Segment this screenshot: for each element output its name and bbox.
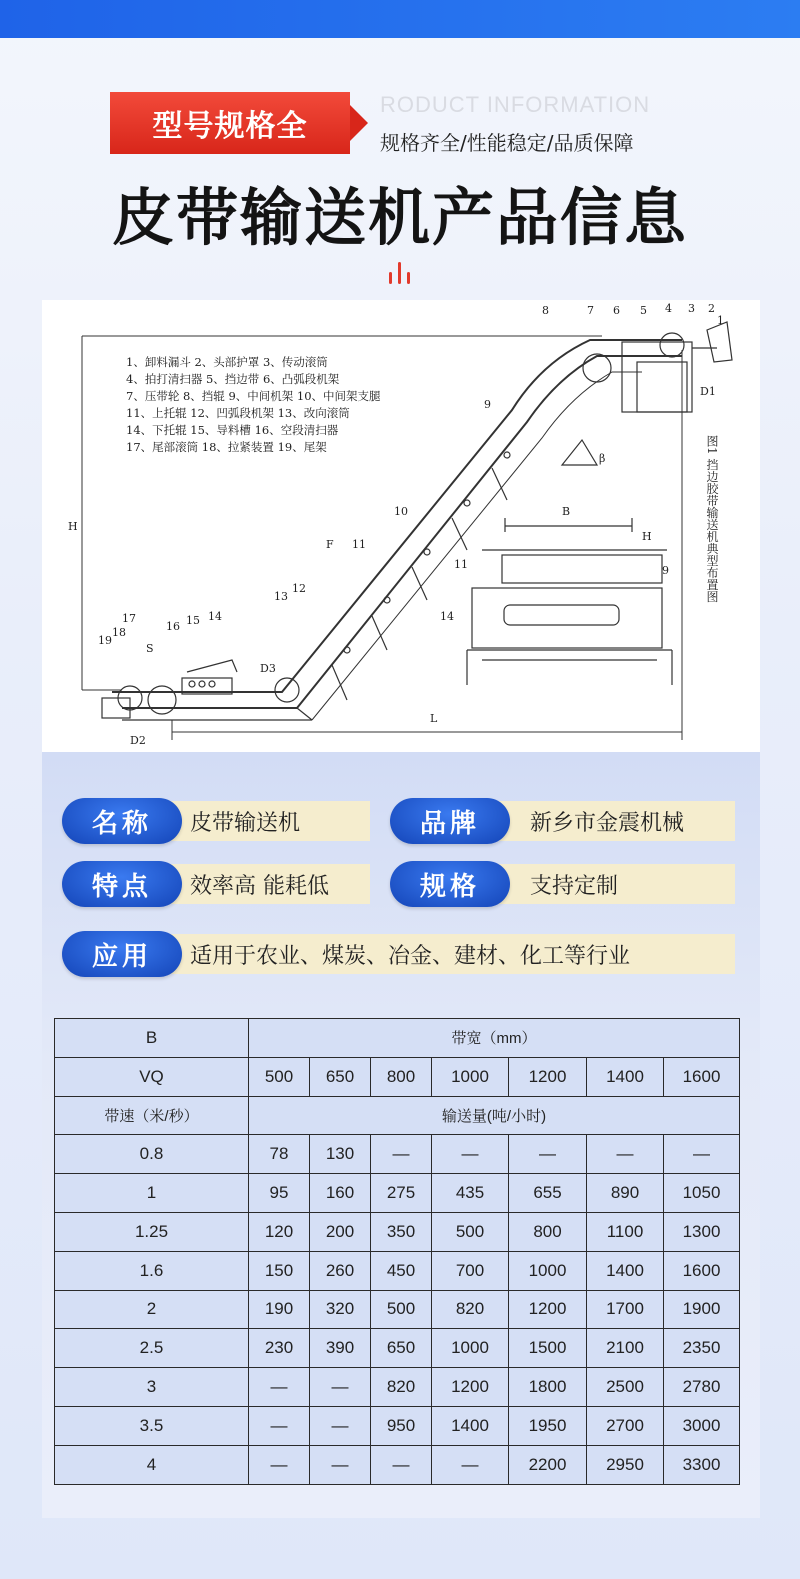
section-tag: 型号规格全	[110, 92, 350, 154]
spec-value: 支持定制	[490, 864, 735, 904]
table-row	[55, 1019, 740, 1058]
speed-cell: 4	[55, 1445, 249, 1484]
diagram-num-12: 12	[292, 582, 306, 595]
speed-cell: 0.8	[55, 1135, 249, 1174]
diagram-num-5: 5	[640, 304, 647, 317]
diagram-num-9: 9	[484, 398, 491, 411]
table-row	[55, 1329, 740, 1368]
diagram-num-6: 6	[613, 304, 620, 317]
b-label: B	[55, 1019, 249, 1058]
capacity-cell: 1900	[664, 1290, 740, 1329]
capacity-cell: 1800	[509, 1368, 587, 1407]
capacity-cell: 350	[371, 1212, 432, 1251]
decoration-bars-icon	[387, 262, 413, 284]
cross-section-view	[467, 518, 672, 685]
width-cell: 1600	[664, 1057, 740, 1096]
table-row	[55, 1135, 740, 1174]
diagram-num-14b: 14	[440, 610, 454, 623]
diagram-num-3: 3	[688, 302, 695, 315]
english-title: RODUCT INFORMATION	[380, 92, 651, 117]
capacity-cell: 655	[509, 1174, 587, 1213]
capacity-cell: 2950	[587, 1445, 664, 1484]
legend-line-6: 17、尾部滚筒 18、拉紧装置 19、尾架	[126, 440, 327, 454]
legend-line-3: 7、压带轮 8、挡辊 9、中间机架 10、中间架支腿	[126, 389, 381, 403]
diagram-num-7: 7	[587, 304, 594, 317]
capacity-cell: 1600	[664, 1251, 740, 1290]
capacity-cell: —	[509, 1135, 587, 1174]
speed-cell: 2.5	[55, 1329, 249, 1368]
width-cell: 1000	[432, 1057, 509, 1096]
diagram-num-14: 14	[208, 610, 222, 623]
width-cell: 650	[310, 1057, 371, 1096]
capacity-cell: 95	[249, 1174, 310, 1213]
name-value: 皮带输送机	[150, 801, 370, 841]
diagram-num-15: 15	[186, 614, 200, 627]
capacity-cell: 2100	[587, 1329, 664, 1368]
width-cell: 1400	[587, 1057, 664, 1096]
capacity-cell: 3000	[664, 1406, 740, 1445]
capacity-cell: 820	[432, 1290, 509, 1329]
capacity-cell: 1200	[509, 1290, 587, 1329]
diagram-label-d2: D2	[130, 734, 146, 747]
capacity-table	[54, 1018, 740, 1485]
diagram-num-11: 11	[352, 538, 366, 551]
speed-cell: 3.5	[55, 1406, 249, 1445]
legend-line-2: 4、拍打清扫器 5、挡边带 6、凸弧段机架	[126, 372, 340, 386]
table-row	[55, 1368, 740, 1407]
capacity-cell: —	[310, 1445, 371, 1484]
application-label: 应用	[62, 931, 182, 977]
capacity-cell: 2350	[664, 1329, 740, 1368]
table-row	[55, 1212, 740, 1251]
capacity-cell: 450	[371, 1251, 432, 1290]
capacity-cell: —	[587, 1135, 664, 1174]
capacity-cell: 120	[249, 1212, 310, 1251]
capacity-cell: —	[371, 1445, 432, 1484]
diagram-label-b: B	[562, 505, 571, 518]
diagram-num-13: 13	[274, 590, 288, 603]
diagram-num-9b: 9	[662, 564, 669, 577]
legend-line-5: 14、下托辊 15、导料槽 16、空段清扫器	[126, 423, 339, 437]
table-row	[55, 1096, 740, 1135]
capacity-cell: 500	[432, 1212, 509, 1251]
capacity-cell: 1950	[509, 1406, 587, 1445]
speed-cell: 3	[55, 1368, 249, 1407]
table-row	[55, 1290, 740, 1329]
brand-value: 新乡市金震机械	[490, 801, 735, 841]
diagram-num-10: 10	[394, 505, 408, 518]
feature-value: 效率高 能耗低	[150, 864, 370, 904]
capacity-cell: 1500	[509, 1329, 587, 1368]
table-row	[55, 1251, 740, 1290]
diagram-label-l: L	[430, 712, 438, 725]
table-row	[55, 1406, 740, 1445]
table-row	[55, 1445, 740, 1484]
capacity-cell: —	[432, 1445, 509, 1484]
capacity-cell: 1100	[587, 1212, 664, 1251]
capacity-cell: 320	[310, 1290, 371, 1329]
capacity-cell: 1700	[587, 1290, 664, 1329]
capacity-cell: 820	[371, 1368, 432, 1407]
capacity-cell: 950	[371, 1406, 432, 1445]
table-body	[55, 1135, 740, 1484]
capacity-cell: 435	[432, 1174, 509, 1213]
capacity-cell: 2780	[664, 1368, 740, 1407]
capacity-cell: —	[432, 1135, 509, 1174]
diagram-num-11b: 11	[454, 558, 468, 571]
capacity-cell: 160	[310, 1174, 371, 1213]
top-banner	[0, 0, 800, 38]
diagram-label-h-small: H	[642, 530, 652, 543]
vq-label: VQ	[55, 1057, 249, 1096]
capacity-cell: 1400	[432, 1406, 509, 1445]
capacity-cell: 150	[249, 1251, 310, 1290]
capacity-cell: —	[664, 1135, 740, 1174]
capacity-cell: 650	[371, 1329, 432, 1368]
capacity-cell: 190	[249, 1290, 310, 1329]
capacity-cell: —	[249, 1368, 310, 1407]
diagram-label-f: F	[326, 538, 334, 551]
capacity-cell: 1000	[509, 1251, 587, 1290]
diagram-num-2: 2	[708, 302, 715, 315]
capacity-cell: 800	[509, 1212, 587, 1251]
speed-header: 带速（米/秒）	[55, 1096, 249, 1135]
capacity-cell: 78	[249, 1135, 310, 1174]
name-label: 名称	[62, 798, 182, 844]
capacity-cell: —	[371, 1135, 432, 1174]
speed-cell: 1.25	[55, 1212, 249, 1251]
legend-line-4: 11、上托辊 12、凹弧段机架 13、改向滚筒	[126, 406, 350, 420]
capacity-cell: 1300	[664, 1212, 740, 1251]
feature-label: 特点	[62, 861, 182, 907]
diagram-num-4: 4	[665, 302, 672, 315]
diagram-num-18: 18	[112, 626, 126, 639]
diagram-label-d1: D1	[700, 385, 716, 398]
capacity-cell: 890	[587, 1174, 664, 1213]
capacity-cell: 2500	[587, 1368, 664, 1407]
diagram-num-17: 17	[122, 612, 136, 625]
subtitle: 规格齐全/性能稳定/品质保障	[380, 131, 634, 155]
capacity-header: 输送量(吨/小时)	[249, 1096, 740, 1135]
capacity-cell: —	[249, 1406, 310, 1445]
diagram-num-8: 8	[542, 304, 549, 317]
diagram-num-16: 16	[166, 620, 180, 633]
diagram-num-19: 19	[98, 634, 112, 647]
capacity-cell: 1200	[432, 1368, 509, 1407]
width-header: 带宽（mm）	[249, 1019, 740, 1058]
width-cell: 500	[249, 1057, 310, 1096]
diagram-label-s: S	[146, 642, 154, 655]
capacity-cell: 1400	[587, 1251, 664, 1290]
table-row	[55, 1174, 740, 1213]
diagram-label-h: H	[68, 520, 78, 533]
capacity-cell: 230	[249, 1329, 310, 1368]
diagram-num-1: 1	[717, 314, 724, 327]
diagram-caption: 图1 挡边胶带输送机典型布置图	[705, 435, 719, 603]
capacity-cell: 2700	[587, 1406, 664, 1445]
capacity-cell: 275	[371, 1174, 432, 1213]
spec-label: 规格	[390, 861, 510, 907]
brand-label: 品牌	[390, 798, 510, 844]
capacity-cell: 3300	[664, 1445, 740, 1484]
capacity-cell: 1000	[432, 1329, 509, 1368]
diagram-label-d3: D3	[260, 662, 276, 675]
capacity-cell: 500	[371, 1290, 432, 1329]
capacity-cell: 1050	[664, 1174, 740, 1213]
table-row	[55, 1057, 740, 1096]
application-value: 适用于农业、煤炭、冶金、建材、化工等行业	[150, 934, 735, 974]
conveyor-diagram	[42, 300, 760, 752]
width-cell: 1200	[509, 1057, 587, 1096]
capacity-cell: —	[310, 1368, 371, 1407]
capacity-cell: 390	[310, 1329, 371, 1368]
capacity-cell: 700	[432, 1251, 509, 1290]
capacity-cell: —	[249, 1445, 310, 1484]
capacity-cell: 260	[310, 1251, 371, 1290]
diagram-label-beta: β	[599, 452, 606, 465]
speed-cell: 1	[55, 1174, 249, 1213]
legend-line-1: 1、卸料漏斗 2、头部护罩 3、传动滚筒	[126, 355, 328, 369]
speed-cell: 2	[55, 1290, 249, 1329]
page-title: 皮带输送机产品信息	[111, 181, 688, 254]
capacity-cell: 2200	[509, 1445, 587, 1484]
width-cell: 800	[371, 1057, 432, 1096]
capacity-cell: —	[310, 1406, 371, 1445]
capacity-cell: 130	[310, 1135, 371, 1174]
capacity-cell: 200	[310, 1212, 371, 1251]
speed-cell: 1.6	[55, 1251, 249, 1290]
